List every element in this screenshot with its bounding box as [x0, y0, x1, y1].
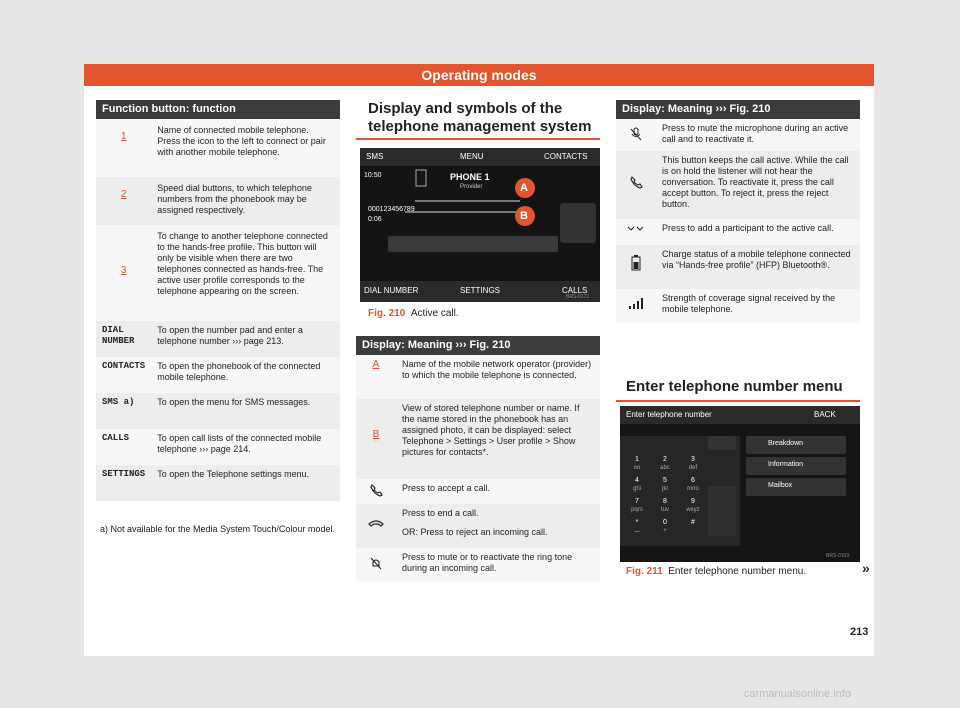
add-participant-icon — [627, 223, 645, 235]
fig211-keypad — [624, 456, 708, 540]
fig210-label: Fig. 210 — [368, 308, 406, 319]
row-b-text: View of stored telephone number or name. If the name stored in the phonebook has an assigned photo, it can be displayed: select Telephone > Settings > User profile > Show pictures for contacts*. — [396, 399, 600, 479]
row-hold-text: This button keeps the call active. While the call is on hold the listener will not hear the conversation. To reactivate it, press the call accept button. To reject it, press the reject button. — [656, 151, 860, 219]
keypad-letters: oo — [633, 465, 641, 471]
keypad-key[interactable] — [652, 477, 678, 496]
keypad-letters: tuv — [660, 507, 669, 513]
keypad-letters: jkl — [662, 486, 668, 492]
row-1-text: Name of connected mobile telephone. Press the icon to the left to connect or pair with another mobile telephone. — [151, 119, 340, 177]
fig211-label: Fig. 211 — [626, 566, 663, 577]
footnote: a) Not available for the Media System Touch/Colour model. — [100, 524, 335, 534]
fig211-menu-breakdown: Breakdown — [768, 440, 804, 447]
battery-icon — [631, 255, 641, 271]
keypad-key[interactable] — [624, 498, 650, 517]
keypad-digit: 7 — [635, 498, 639, 505]
keypad-key[interactable] — [624, 456, 650, 475]
keypad-digit: 5 — [663, 477, 667, 484]
row-2-text: Speed dial buttons, to which telephone numbers from the phonebook may be assigned respectively. — [151, 177, 340, 225]
fig210-marker-b: B — [520, 210, 528, 222]
display-table-right — [616, 100, 860, 323]
row-add-participant-text: Press to add a participant to the active call. — [656, 219, 860, 245]
fig210-code: BRS-0172 — [566, 294, 590, 300]
keypad-key[interactable] — [652, 456, 678, 475]
keypad-digit: 1 — [635, 456, 639, 463]
keypad-digit: # — [691, 519, 695, 526]
section-rule — [356, 138, 600, 140]
key-2: 2 — [120, 189, 127, 200]
row-reject-text: OR: Press to reject an incoming call. — [402, 527, 548, 537]
fig211-screen-title: Enter telephone number — [626, 410, 712, 419]
fig210-marker-a: A — [520, 182, 528, 194]
continue-mark: » — [862, 560, 870, 576]
function-table-heading: Function button: function — [96, 100, 340, 119]
row-settings-text: To open the Telephone settings menu. — [151, 465, 340, 501]
keypad-letters: mno — [687, 486, 699, 492]
keypad-digit: 8 — [663, 498, 667, 505]
keypad-letters: ghi — [632, 486, 641, 492]
key-settings: SETTINGS — [96, 465, 151, 501]
phone-accept-icon — [369, 483, 383, 497]
row-a-text: Name of the mobile network operator (provider) to which the mobile telephone is connected. — [396, 355, 600, 399]
fig211-menu-mailbox: Mailbox — [768, 482, 793, 489]
fig210-contacts: CONTACTS — [544, 152, 588, 161]
fig211-back: BACK — [814, 410, 836, 419]
keypad-key[interactable] — [680, 519, 706, 538]
page-header: Operating modes — [84, 64, 874, 86]
fig211-caption — [626, 566, 806, 577]
key-a: A — [372, 359, 380, 370]
keypad-key[interactable] — [624, 477, 650, 496]
section-title-enter-number: Enter telephone number menu — [626, 378, 843, 395]
keypad-key[interactable] — [680, 498, 706, 517]
keypad-letters: abc — [660, 465, 670, 471]
fig210-settings: SETTINGS — [460, 286, 501, 295]
keypad-letters: wxyz — [686, 507, 700, 513]
row-mute-ring-text: Press to mute or to reactivate the ring tone during an incoming call. — [396, 548, 600, 582]
keypad-digit: 0 — [663, 519, 667, 526]
fig210-caption-text: Active call. — [410, 308, 459, 319]
phone-end-icon — [368, 518, 384, 528]
row-accept-text: Press to accept a call. — [396, 479, 600, 504]
fig211-code: BRS-0163 — [826, 553, 850, 559]
fig210-phone-name: PHONE 1 — [450, 172, 490, 182]
display-table-heading: Display: Meaning ››› Fig. 210 — [356, 336, 600, 355]
fig210-dial-number: DIAL NUMBER — [364, 286, 419, 295]
fig211-screen — [620, 406, 860, 562]
keypad-letters: + — [663, 528, 667, 534]
section-rule-2 — [616, 400, 860, 402]
fig210-caption — [368, 308, 459, 319]
keypad-digit: 9 — [691, 498, 695, 505]
keypad-digit: * — [635, 519, 639, 526]
keypad-digit: 2 — [663, 456, 667, 463]
keypad-key[interactable] — [680, 477, 706, 496]
row-end-text: Press to end a call. — [402, 508, 479, 518]
section-title-display: Display and symbols of the telephone management system — [368, 100, 592, 135]
key-b: B — [372, 429, 380, 440]
key-contacts: CONTACTS — [96, 357, 151, 393]
key-1: 1 — [120, 131, 127, 142]
fig210-screen — [360, 148, 600, 302]
display-table-210 — [356, 336, 600, 582]
right-table-heading: Display: Meaning ››› Fig. 210 — [616, 100, 860, 119]
keypad-letters: def — [688, 465, 698, 471]
row-3-text: To change to another telephone connected to the hands-free profile. This button will only be visible when there are two telephones connected as hands-free. The active user profile corresponds to the telephone appearing on the screen. — [151, 225, 340, 321]
row-signal-text: Strength of coverage signal received by the mobile telephone. — [656, 289, 860, 323]
fig210-calls: CALLS — [562, 286, 588, 295]
keypad-letters: pqrs — [631, 507, 643, 513]
row-sms-text: To open the menu for SMS messages. — [151, 393, 340, 429]
row-calls-text: To open call lists of the connected mobile telephone ››› page 214. — [151, 429, 340, 465]
fig210-number: 000123456789 — [368, 206, 415, 213]
keypad-digit: 4 — [635, 477, 639, 484]
key-calls: CALLS — [96, 429, 151, 465]
fig210-duration: 0:06 — [368, 216, 382, 223]
row-contacts-text: To open the phonebook of the connected mobile telephone. — [151, 357, 340, 393]
row-battery-text: Charge status of a mobile telephone connected via “Hands-free profile” (HFP) Bluetooth®. — [656, 245, 860, 289]
keypad-letters: ⌴ — [634, 528, 640, 534]
key-dial-number: DIAL NUMBER — [96, 321, 151, 357]
fig210-time: 10:50 — [364, 172, 382, 179]
fig210-provider: Provider — [460, 184, 483, 190]
watermark: carmanualsonline.info — [744, 688, 852, 700]
keypad-digit: 3 — [691, 456, 695, 463]
row-mic-mute-text: Press to mute the microphone during an active call and to reactivate it. — [656, 119, 860, 151]
signal-icon — [628, 297, 644, 309]
fig210-sms: SMS — [366, 152, 384, 161]
function-table — [96, 100, 340, 501]
row-dial-number-text: To open the number pad and enter a telephone number ››› page 213. — [151, 321, 340, 357]
keypad-key[interactable] — [624, 519, 650, 538]
keypad-key[interactable] — [652, 519, 678, 538]
key-3: 3 — [120, 265, 127, 276]
key-sms: SMS a) — [96, 393, 151, 429]
bell-mute-icon — [369, 556, 383, 570]
keypad-key[interactable] — [652, 498, 678, 517]
page-number: 213 — [850, 626, 869, 638]
phone-hold-icon — [629, 175, 643, 189]
fig211-caption-text: Enter telephone number menu. — [668, 566, 807, 577]
fig211-menu-information: Information — [768, 461, 804, 468]
keypad-key[interactable] — [680, 456, 706, 475]
fig210-menu: MENU — [460, 152, 484, 161]
mic-mute-icon — [629, 127, 643, 141]
keypad-digit: 6 — [691, 477, 695, 484]
